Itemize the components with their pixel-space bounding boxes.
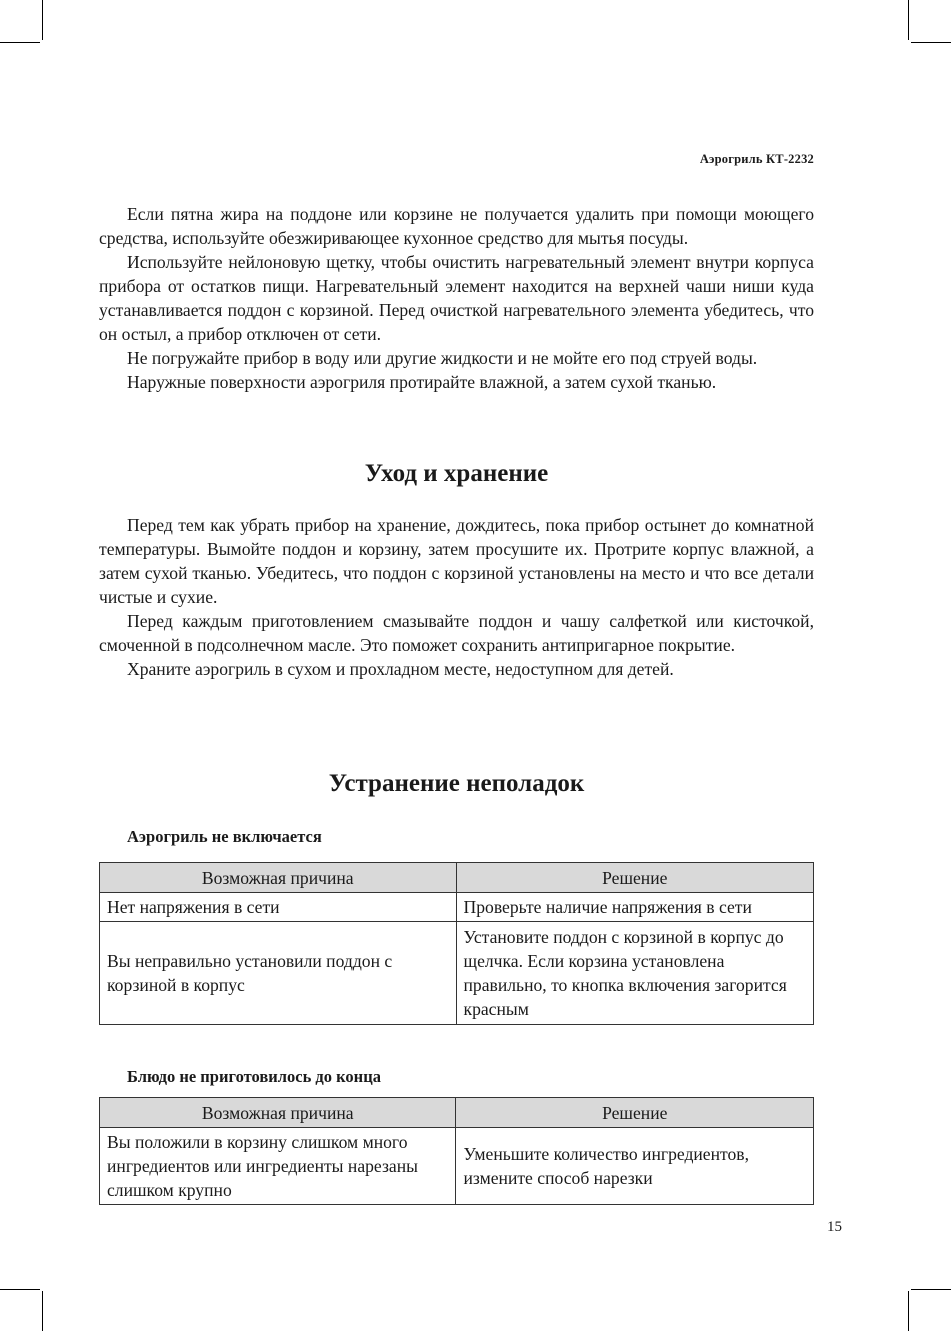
solution-text: Уменьшите количество ингредиентов, измените способ нарезки	[463, 1144, 749, 1188]
problem-heading: Блюдо не приготовилось до конца	[127, 1067, 381, 1086]
solution-cell: Проверьте наличие напряжения в сети	[456, 893, 813, 922]
cause-cell	[100, 922, 457, 1025]
crop-mark	[0, 1289, 40, 1290]
crop-mark	[911, 42, 951, 43]
paragraph: Если пятна жира на поддоне или корзине не получается удалить при помощи моющего средства, используйте обезжиривающее кухонное средство для мытья посуды.	[99, 204, 814, 248]
crop-mark	[911, 1289, 951, 1290]
troubleshooting-table	[99, 862, 814, 1025]
column-header-cause: Возможная причина	[100, 863, 457, 893]
cause-cell: Нет напряжения в сети	[100, 893, 457, 922]
column-header-solution: Решение	[456, 1098, 814, 1128]
table-row	[100, 1128, 814, 1205]
table-row	[100, 893, 814, 922]
table-header-row	[100, 1098, 814, 1128]
crop-mark	[908, 0, 909, 40]
crop-mark	[908, 1291, 909, 1331]
paragraph: Перед тем как убрать прибор на хранение, дождитесь, пока прибор остынет до комнатной температуры. Вымойте поддон и корзину, затем просушите их. Протрите корпус влажной, а затем сухой тканью. Убедитесь, что поддон с корзиной установлены на место и что все детали чистые и сухие.	[99, 515, 814, 607]
page-number: 15	[827, 1219, 842, 1235]
column-header-solution: Решение	[456, 863, 813, 893]
cleaning-section	[99, 202, 814, 394]
section-title: Устранение неполадок	[328, 770, 585, 797]
crop-mark	[42, 1291, 43, 1331]
cause-text: Вы положили в корзину слишком много ингредиентов или ингредиенты нарезаны слишком крупно	[107, 1132, 418, 1200]
column-header-cause: Возможная причина	[100, 1098, 456, 1128]
solution-cell	[456, 922, 813, 1025]
table-row	[100, 922, 814, 1025]
paragraph: Наружные поверхности аэрогриля протирайте влажной, а затем сухой тканью.	[127, 372, 717, 392]
paragraph: Храните аэрогриль в сухом и прохладном месте, недоступном для детей.	[127, 659, 674, 679]
troubleshooting-table	[99, 1097, 814, 1205]
solution-text: Установите поддон с корзиной в корпус до щелчка. Если корзина установлена правильно, то кнопка включения загорится красным	[463, 927, 787, 1019]
solution-cell	[456, 1128, 814, 1205]
storage-body	[99, 513, 814, 681]
problem-heading: Аэрогриль не включается	[127, 827, 322, 846]
paragraph: Перед каждым приготовлением смазывайте поддон и чашу салфеткой или кисточкой, смоченной в подсолнечном масле. Это поможет сохранить антипригарное покрытие.	[99, 611, 814, 655]
table-header-row	[100, 863, 814, 893]
section-title: Уход и хранение	[364, 460, 549, 487]
cause-text: Вы неправильно установили поддон с корзиной в корпус	[107, 951, 393, 995]
crop-mark	[0, 42, 40, 43]
paragraph: Не погружайте прибор в воду или другие жидкости и не мойте его под струей воды.	[127, 348, 758, 368]
paragraph: Используйте нейлоновую щетку, чтобы очистить нагревательный элемент внутри корпуса прибора от остатков пищи. Нагревательный элемент находится на верхней чаши ниши куда устанавливается поддон с корзиной. Перед очисткой нагревательного элемента убедитесь, что он остыл, а прибор отключен от сети.	[99, 252, 814, 344]
cause-cell	[100, 1128, 456, 1205]
crop-mark	[42, 0, 43, 40]
running-header: Аэрогриль КТ-2232	[699, 152, 814, 166]
